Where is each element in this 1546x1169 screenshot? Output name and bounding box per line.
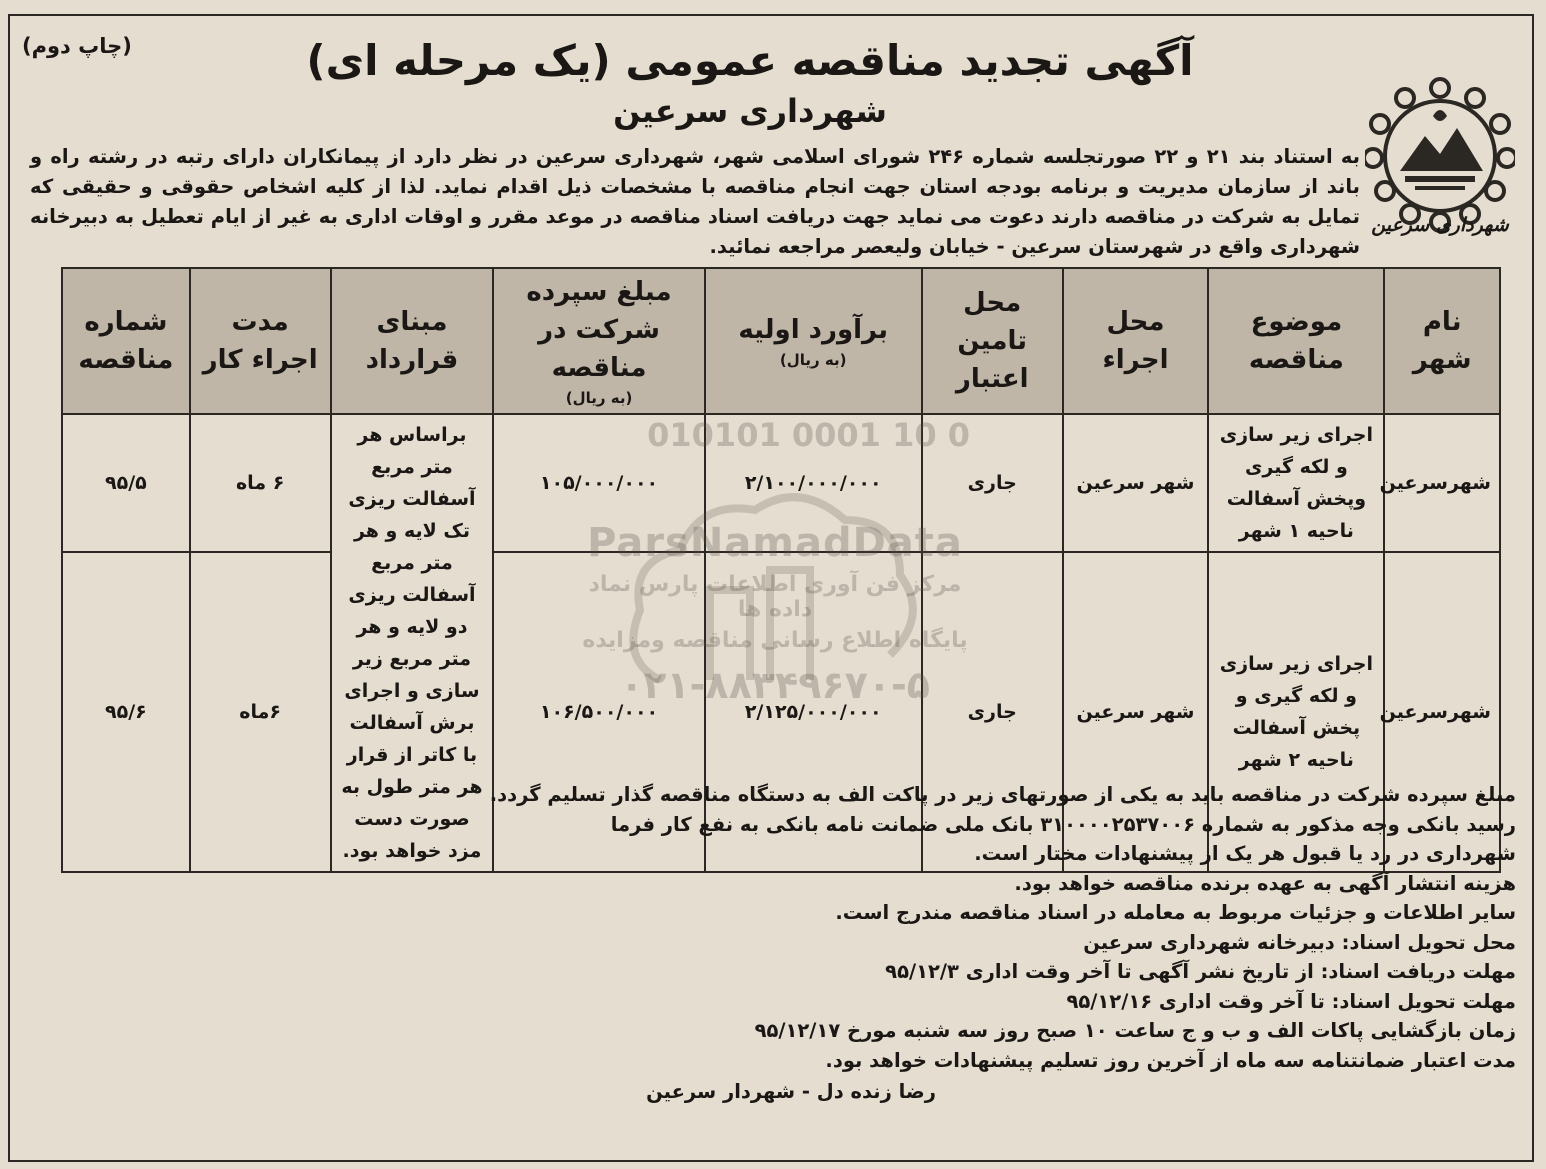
signature: رضا زنده دل - شهردار سرعین: [646, 1080, 936, 1103]
cell-estimate: ۲/۱۰۰/۰۰۰/۰۰۰: [705, 414, 922, 552]
notes-section: [489, 780, 1516, 1107]
note-line: مهلت تحویل اسناد: تا آخر وقت اداری ۹۵/۱۲/۱۶: [1066, 989, 1516, 1013]
watermark-line-1: مرکز فن آوری اطلاعات پارس نماد داده ها: [588, 572, 962, 622]
notice-title: آگهی تجدید مناقصه عمومی (یک مرحله ای): [306, 36, 1194, 85]
cell-funding: جاری: [922, 414, 1063, 552]
cell-funding: جاری: [922, 552, 1063, 872]
header-estimate: [705, 268, 922, 414]
intro-paragraph: به استناد بند ۲۱ و ۲۲ صورتجلسه شماره ۲۴۶ شورای اسلامی شهر، شهرداری سرعین در نظر دارد از پیمانکاران دارای رتبه در رشته راه و باند از سازمان مدیریت و برنامه بودجه استان جهت انجام مناقصه با مشخصات ذیل اقدام نماید. لذا از کلیه اشخاص حقوقی و حقیقی که تمایل به شرکت در مناقصه دارند دعوت می نماید جهت دریافت اسناد مناقصه در موعد مقرر و اوقات اداری به غیر از ایام تعطیل به دبیرخانه شهرداری واقع در شهرستان سرعین - خیابان ولیعصر مراجعه نمائید.: [30, 145, 1360, 258]
header-estimate-label: برآورد اولیه: [738, 315, 888, 345]
note-line: شهرداری در رد یا قبول هر یک از پیشنهادات مختار است.: [974, 842, 1516, 865]
header-deposit: [493, 268, 704, 414]
cell-subject: اجرای زیر سازی و لکه گیری و پخش آسفالت ناحیه ۲ شهر: [1208, 552, 1384, 872]
note-line: سایر اطلاعات و جزئیات مربوط به معامله در اسناد مناقصه مندرج است.: [835, 901, 1516, 924]
cell-location: شهر سرعین: [1063, 552, 1209, 872]
header-funding: محل تامین اعتبار: [922, 268, 1063, 414]
table-header-row: [62, 268, 1500, 414]
watermark-phone: ۰۲۱-۸۸۳۴۹۶۷۰-۵: [620, 663, 930, 707]
cell-estimate: ۲/۱۲۵/۰۰۰/۰۰۰: [705, 552, 922, 872]
header-city: نام شهر: [1384, 268, 1500, 414]
organization-name: شهرداری سرعین: [613, 92, 887, 130]
cell-subject: اجرای زیر سازی و لکه گیری وپخش آسفالت ناحیه ۱ شهر: [1208, 414, 1384, 552]
cell-deposit: ۱۰۵/۰۰۰/۰۰۰: [493, 414, 704, 552]
cell-duration: ۶ ماه: [190, 414, 331, 552]
cell-deposit: ۱۰۶/۵۰۰/۰۰۰: [493, 552, 704, 872]
note-line: رسید بانکی وجه مذکور به شماره ۳۱۰۰۰۰۲۵۳۷۰۰۶ بانک ملی ضمانت نامه بانکی به نفع کار فرما: [610, 812, 1516, 836]
cell-city: شهرسرعین: [1384, 414, 1500, 552]
watermark-line-2: پایگاه اطلاع رسانی مناقصه ومزایده: [582, 628, 968, 653]
watermark-binary: 010101 0001 10 0: [647, 416, 970, 454]
edition-label: (چاپ دوم): [22, 34, 132, 58]
cell-basis: براساس هر متر مربع آسفالت ریزی تک لایه و هر متر مربع آسفالت ریزی دو لایه و هر متر مربع زیر سازی و اجرای برش آسفالت با کاتر از قرار هر متر طول به صورت دست مزد خواهد بود.: [331, 414, 494, 872]
note-line: زمان بازگشایی پاکات الف و ب و ج ساعت ۱۰ صبح روز سه شنبه مورخ ۹۵/۱۲/۱۷: [754, 1019, 1516, 1042]
watermark: [580, 416, 970, 707]
header-estimate-unit: (به ریال): [779, 351, 847, 369]
note-line: محل تحویل اسناد: دبیرخانه شهرداری سرعین: [1083, 930, 1516, 954]
header-number: شماره مناقصه: [62, 268, 190, 414]
header-deposit-unit: (به ریال): [565, 389, 633, 407]
note-line: مدت اعتبار ضمانتنامه سه ماه از آخرین روز تسلیم پیشنهادات خواهد بود.: [825, 1048, 1516, 1072]
header-duration: مدت اجراء کار: [190, 268, 331, 414]
cell-number: ۹۵/۶: [62, 552, 190, 872]
note-line: مهلت دریافت اسناد: از تاریخ نشر آگهی تا آخر وقت اداری ۹۵/۱۲/۳: [885, 960, 1516, 983]
cell-duration: ۶ماه: [190, 552, 331, 872]
cell-location: شهر سرعین: [1063, 414, 1209, 552]
header-basis: مبنای قرارداد: [331, 268, 494, 414]
watermark-brand: ParsNamadData: [587, 520, 963, 566]
header-location: محل اجراء: [1063, 268, 1209, 414]
header-deposit-label: مبلغ سپرده شرکت در مناقصه: [526, 277, 672, 383]
header-subject: موضوع مناقصه: [1208, 268, 1384, 414]
note-line: مبلغ سپرده شرکت در مناقصه باید به یکی از صورتهای زیر در پاکت الف به دستگاه مناقصه گذار تسلیم گردد.: [489, 783, 1516, 806]
logo-caption: شهرداری سرعین: [1371, 214, 1509, 236]
note-line: هزینه انتشار آگهی به عهده برنده مناقصه خواهد بود.: [1014, 871, 1516, 895]
cell-city: شهرسرعین: [1384, 552, 1500, 872]
cell-number: ۹۵/۵: [62, 414, 190, 552]
